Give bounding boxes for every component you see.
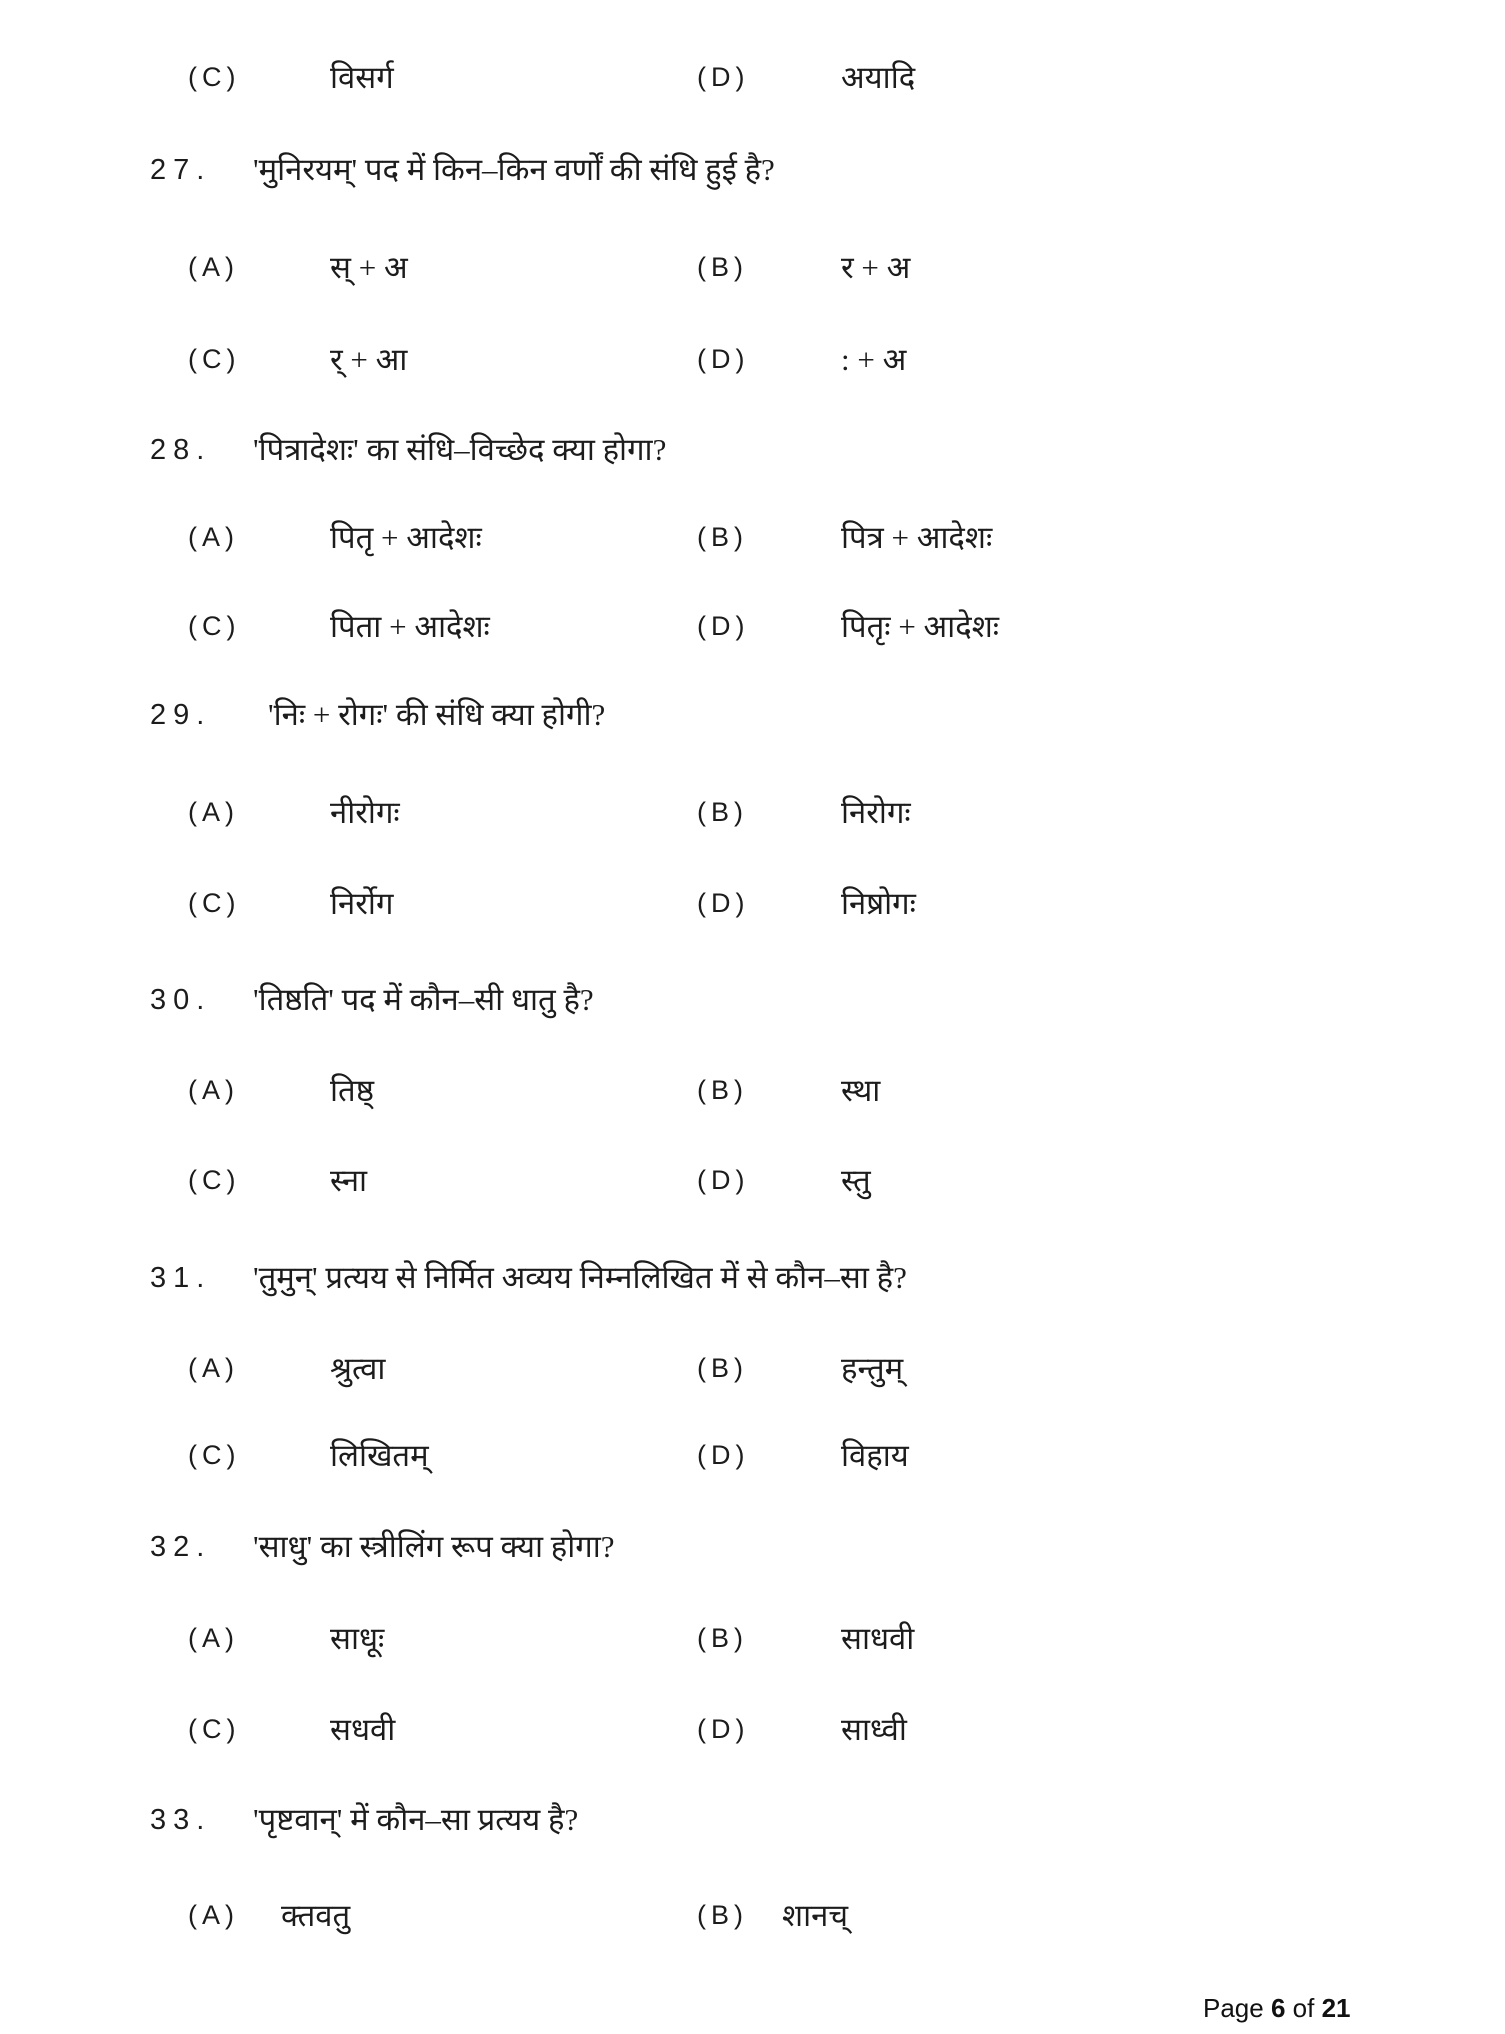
option-text-b: पित्र + आदेशः (841, 520, 993, 555)
option-label-a: (A) (188, 797, 239, 827)
question-31-options-cd (0, 1436, 1505, 1486)
question-27 (0, 150, 1505, 200)
option-label-b: (B) (697, 1075, 748, 1105)
option-label-b: (B) (697, 1623, 748, 1653)
question-number: 29. (150, 699, 212, 731)
option-text-c: लिखितम् (330, 1438, 429, 1473)
option-label-d: (D) (697, 1714, 750, 1744)
option-text-c: विसर्ग (330, 60, 394, 95)
option-label-b: (B) (697, 1353, 748, 1383)
option-label-c: (C) (188, 888, 241, 918)
option-text-d: पितृः + आदेशः (841, 609, 1000, 644)
footer-total-pages: 21 (1321, 1993, 1351, 2023)
question-text: 'तुमुन्' प्रत्यय से निर्मित अव्यय निम्नलिखित में से कौन–सा है? (253, 1260, 907, 1295)
question-32 (0, 1527, 1505, 1577)
footer-of-label: of (1292, 1993, 1315, 2023)
option-text-c: निर्रोग (330, 886, 394, 921)
question-text: 'निः + रोगः' की संधि क्या होगी? (268, 697, 606, 732)
question-number: 31. (150, 1262, 212, 1294)
option-text-b: शानच् (782, 1898, 848, 1933)
question-32-options-ab (0, 1619, 1505, 1669)
option-text-d: साध्वी (841, 1712, 907, 1747)
option-label-a: (A) (188, 1900, 239, 1930)
option-label-a: (A) (188, 1353, 239, 1383)
option-text-c: सधवी (330, 1712, 396, 1747)
question-number: 32. (150, 1531, 212, 1563)
question-27-options-ab (0, 248, 1505, 298)
option-text-d: स्तु (841, 1163, 871, 1198)
option-label-d: (D) (697, 888, 750, 918)
option-text-b: स्था (841, 1073, 881, 1108)
footer-page-number: 6 (1270, 1993, 1286, 2023)
option-text-a: स् + अ (330, 250, 408, 285)
option-label-c: (C) (188, 344, 241, 374)
option-text-b: निरोगः (841, 795, 911, 830)
option-text-a: साधूः (330, 1621, 385, 1656)
question-32-options-cd (0, 1710, 1505, 1760)
option-label-d: (D) (697, 344, 750, 374)
question-33-options-ab (0, 1896, 1505, 1946)
option-text-a: तिष्ठ् (330, 1073, 374, 1108)
question-30 (0, 980, 1505, 1030)
option-text-d: अयादि (841, 60, 916, 95)
carryover-options-row (0, 58, 1505, 108)
option-text-a: श्रुत्वा (330, 1351, 386, 1386)
option-text-c: र् + आ (330, 342, 408, 377)
option-label-d: (D) (697, 1165, 750, 1195)
question-28-options-cd (0, 607, 1505, 657)
option-label-d: (D) (697, 1440, 750, 1470)
option-label-d: (D) (697, 611, 750, 641)
option-label-a: (A) (188, 252, 239, 282)
question-29-options-cd (0, 884, 1505, 934)
option-label-b: (B) (697, 252, 748, 282)
question-number: 30. (150, 984, 212, 1016)
option-label-a: (A) (188, 1623, 239, 1653)
option-label-b: (B) (697, 1900, 748, 1930)
option-text-d: : + अ (841, 342, 907, 377)
page-footer (1203, 1993, 1351, 2024)
question-text: 'साधु' का स्त्रीलिंग रूप क्या होगा? (253, 1529, 615, 1564)
option-label-c: (C) (188, 1714, 241, 1744)
question-29-options-ab (0, 793, 1505, 843)
question-31 (0, 1258, 1505, 1308)
question-29 (0, 695, 1505, 745)
option-label-c: (C) (188, 1440, 241, 1470)
option-text-c: स्ना (330, 1163, 368, 1198)
question-33 (0, 1800, 1505, 1850)
option-text-d: निष्रोगः (841, 886, 916, 921)
option-label-a: (A) (188, 1075, 239, 1105)
option-text-c: पिता + आदेशः (330, 609, 490, 644)
option-text-b: साधवी (841, 1621, 915, 1656)
question-text: 'पित्रादेशः' का संधि–विच्छेद क्या होगा? (253, 432, 667, 467)
option-text-d: विहाय (841, 1438, 909, 1473)
question-31-options-ab (0, 1349, 1505, 1399)
option-label-b: (B) (697, 522, 748, 552)
option-label-c: (C) (188, 62, 241, 92)
question-number: 28. (150, 434, 212, 466)
question-27-options-cd (0, 340, 1505, 390)
option-text-b: र + अ (841, 250, 911, 285)
option-label-a: (A) (188, 522, 239, 552)
option-text-a: क्तवतु (281, 1898, 351, 1933)
option-label-b: (B) (697, 797, 748, 827)
question-text: 'मुनिरयम्' पद में किन–किन वर्णों की संधि हुई है? (253, 152, 775, 187)
option-label-d: (D) (697, 62, 750, 92)
question-number: 33. (150, 1804, 212, 1836)
option-text-b: हन्तुम् (841, 1351, 904, 1386)
question-number: 27. (150, 154, 212, 186)
option-text-a: नीरोगः (330, 795, 400, 830)
question-28-options-ab (0, 518, 1505, 568)
question-text: 'तिष्ठति' पद में कौन–सी धातु है? (253, 982, 594, 1017)
question-30-options-ab (0, 1071, 1505, 1121)
footer-page-label: Page (1203, 1993, 1264, 2023)
question-text: 'पृष्टवान्' में कौन–सा प्रत्यय है? (253, 1802, 579, 1837)
option-text-a: पितृ + आदेशः (330, 520, 482, 555)
option-label-c: (C) (188, 1165, 241, 1195)
option-label-c: (C) (188, 611, 241, 641)
question-28 (0, 430, 1505, 480)
question-30-options-cd (0, 1161, 1505, 1211)
